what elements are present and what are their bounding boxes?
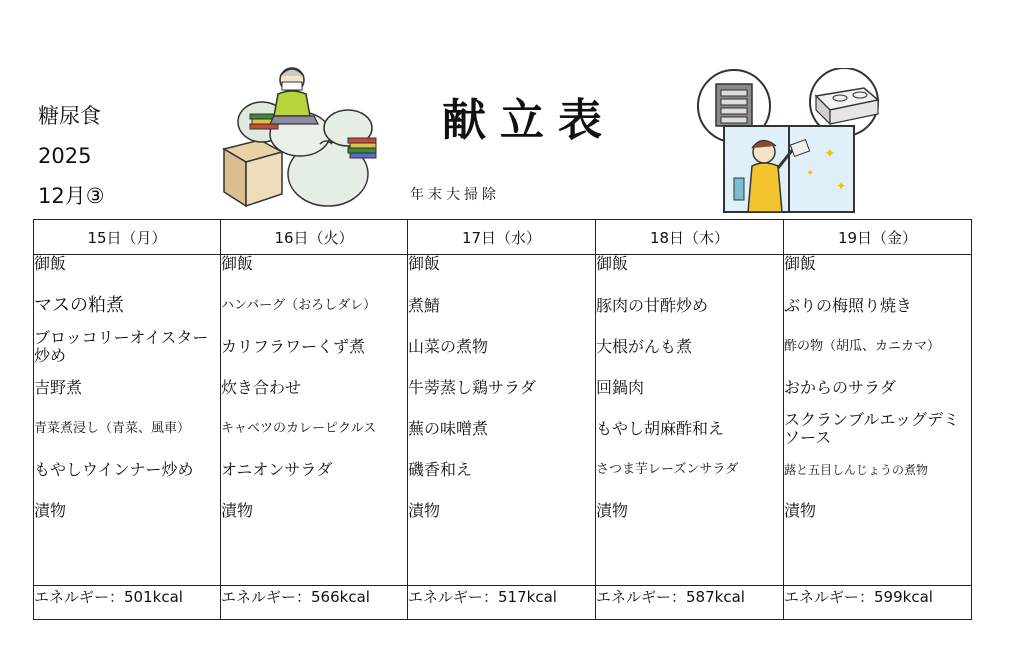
day-header: 16日（火）	[221, 220, 408, 255]
dish-item: 御飯	[34, 254, 67, 273]
dish-item: 蕗と五目しんじょうの煮物	[784, 462, 929, 477]
svg-text:✦: ✦	[836, 179, 847, 193]
dish-item: ハンバーグ（おろしダレ）	[221, 297, 377, 313]
dish-item: ブロッコリーオイスター炒め	[34, 327, 209, 365]
dish-item: 山菜の煮物	[408, 336, 489, 356]
year: 2025	[38, 144, 92, 168]
dish-item: 御飯	[221, 254, 254, 273]
day-header-row	[34, 220, 972, 255]
dish-item: キャベツのカレーピクルス	[221, 420, 377, 436]
dish-item: おからのサラダ	[784, 377, 896, 397]
day-dishes-cell	[34, 255, 221, 586]
dish-item: 炊き合わせ	[221, 377, 302, 397]
menu-table	[33, 219, 972, 620]
dish-item: マスの粕煮	[34, 294, 124, 316]
day-header: 18日（木）	[596, 220, 784, 255]
dish-item: 漬物	[784, 500, 817, 520]
header-info	[38, 96, 105, 216]
dish-item: 御飯	[408, 254, 441, 273]
dish-item: もやしウインナー炒め	[34, 459, 194, 479]
dish-item: 漬物	[596, 500, 629, 520]
dish-item: ぶりの梅照り焼き	[784, 295, 913, 315]
dishes-row	[34, 255, 972, 586]
dish-item: 回鍋肉	[596, 377, 645, 397]
diet-category: 糖尿食	[38, 104, 101, 128]
day-header: 17日（水）	[408, 220, 596, 255]
dish-item: 漬物	[408, 500, 441, 520]
dish-item: スクランブルエッグデミソース	[784, 409, 960, 447]
day-dishes-cell	[784, 255, 972, 586]
dish-item: もやし胡麻酢和え	[596, 418, 725, 438]
dish-item: 酢の物（胡瓜、カニカマ）	[784, 338, 941, 354]
energy-value: エネルギー：566kcal	[221, 586, 408, 620]
dish-item: 牛蒡蒸し鶏サラダ	[408, 377, 536, 397]
dish-item: 磯香和え	[408, 459, 473, 479]
svg-text:✦: ✦	[806, 168, 815, 179]
dish-item: 大根がんも煮	[596, 336, 693, 356]
svg-text:✦: ✦	[824, 146, 836, 162]
dish-item: 豚肉の甘酢炒め	[596, 295, 709, 315]
dish-item: 漬物	[34, 500, 67, 520]
day-dishes-cell	[408, 255, 596, 586]
energy-row	[34, 586, 972, 620]
dish-item: オニオンサラダ	[221, 459, 333, 479]
energy-value: エネルギー：517kcal	[408, 586, 596, 620]
dish-item: 青菜煮浸し（青菜、風車）	[34, 420, 191, 436]
energy-value: エネルギー：501kcal	[34, 586, 221, 620]
day-dishes-cell	[221, 255, 408, 586]
dish-item: 蕪の味噌煮	[408, 418, 489, 438]
dish-item: 漬物	[221, 500, 254, 520]
energy-value: エネルギー：587kcal	[596, 586, 784, 620]
window-cleaning-illustration	[694, 68, 894, 214]
month-week: 12月③	[38, 184, 105, 208]
dish-item: さつま芋レーズンサラダ	[596, 461, 739, 477]
page-subtitle: 年末大掃除	[410, 187, 500, 203]
cleaning-garbage-illustration	[220, 64, 390, 214]
day-dishes-cell	[596, 255, 784, 586]
dish-item: 御飯	[784, 254, 817, 273]
dish-item: カリフラワーくず煮	[221, 336, 366, 356]
dish-item: 吉野煮	[34, 377, 83, 397]
energy-value: エネルギー：599kcal	[784, 586, 972, 620]
dish-item: 御飯	[596, 254, 629, 273]
page-title: 献立表	[442, 95, 616, 146]
dish-item: 煮鯖	[408, 295, 441, 315]
day-header: 15日（月）	[34, 220, 221, 255]
day-header: 19日（金）	[784, 220, 972, 255]
